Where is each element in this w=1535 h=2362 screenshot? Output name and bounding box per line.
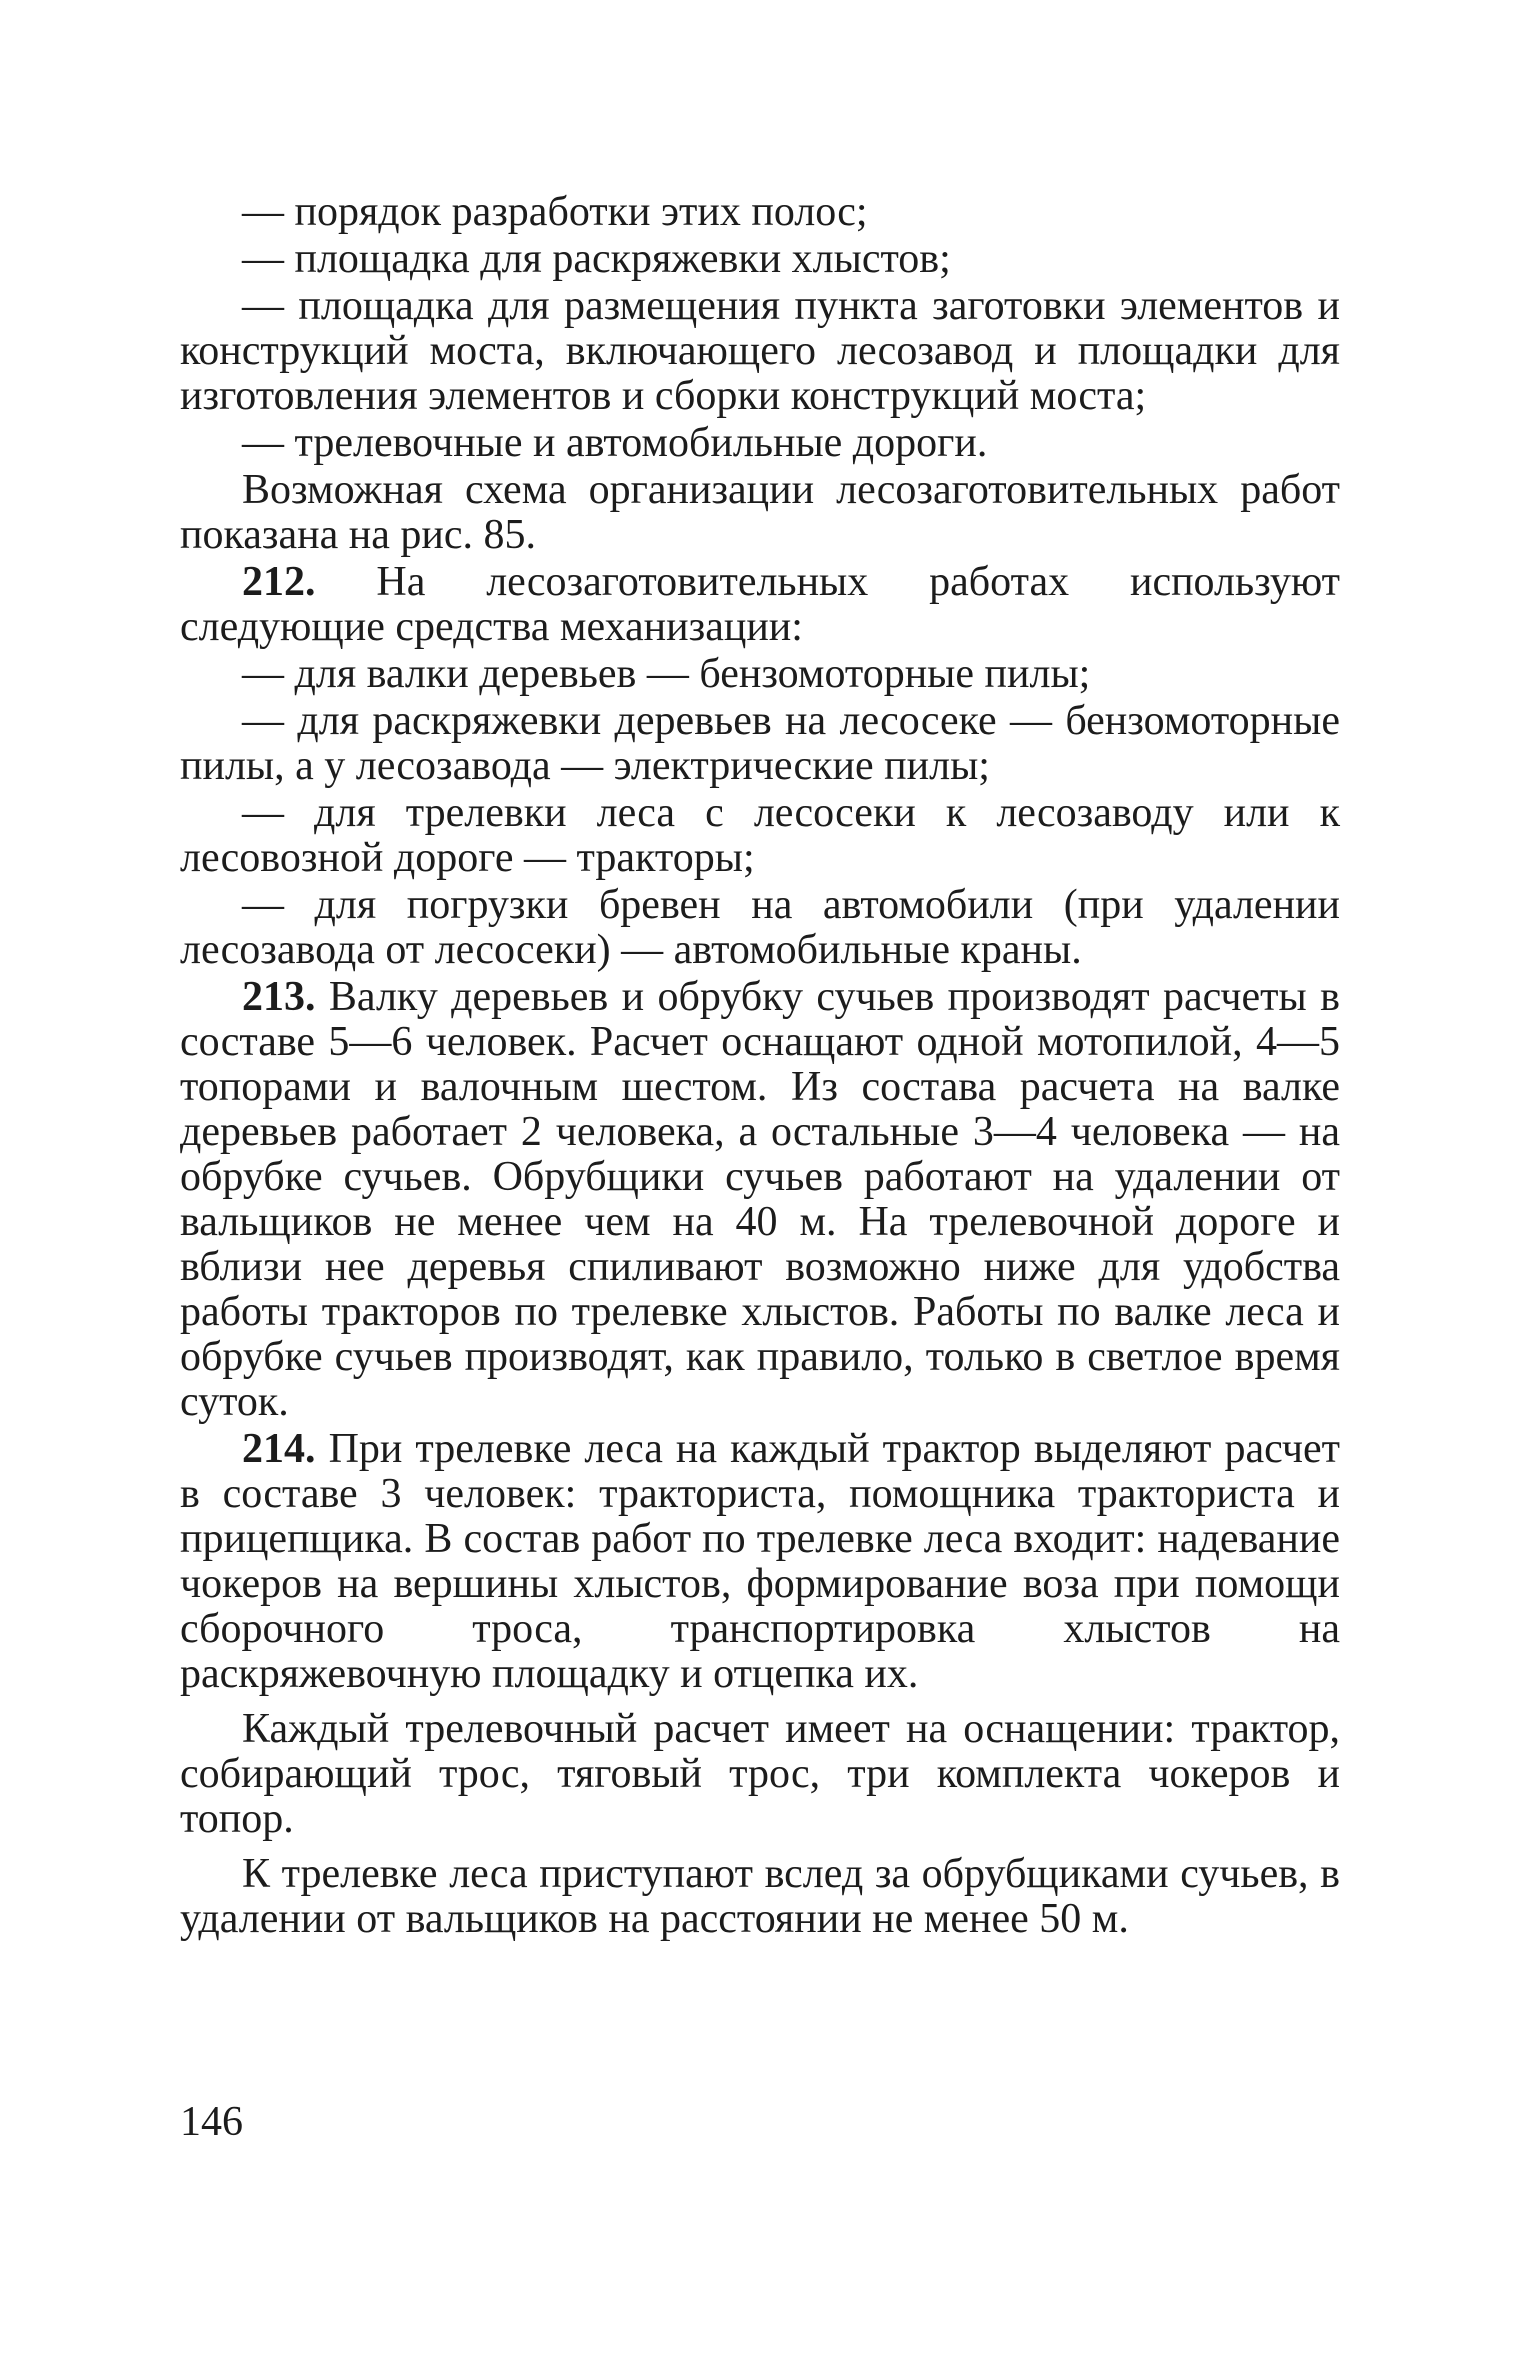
section-number: 213. [242,974,316,1020]
paragraph [180,468,1340,558]
paragraph-text: К трелевке леса приступают вслед за обрубщиками сучьев, в удалении от вальщиков на расстоянии не менее 50 м. [180,1851,1340,1942]
paragraph-text: При трелевке леса на каждый трактор выделяют расчет в составе 3 человек: тракториста, помощника тракториста и прицепщика. В состав работ по трелевке леса входит: надевание чокеров на вершины хлыстов, формирование воза при помощи сборочного троса, транспортировка хлыстов на раскряжевочную площадку и отцепка их. [180,1426,1341,1697]
section-number: 212. [242,559,316,605]
paragraph-text: — для погрузки бревен на автомобили (при удалении лесозавода от лесосеки) — автомобильные краны. [180,882,1340,973]
paragraph [180,237,1340,282]
paragraph [180,284,1340,419]
paragraph-text: — площадка для размещения пункта заготовки элементов и конструкций моста, включающего лесозавод и площадки для изготовления элементов и сборки конструкций моста; [180,283,1340,419]
paragraph [180,1427,1340,1697]
paragraph-text: Валку деревьев и обрубку сучьев производят расчеты в составе 5—6 человек. Расчет оснащают одной мотопилой, 4—5 топорами и валочным шестом. Из состава расчета на валке деревьев работает 2 человека, а остальные 3—4 человека — на обрубке сучьев. Обрубщики сучьев работают на удалении от вальщиков не менее чем на 40 м. На трелевочной дороге и вблизи нее деревья спиливают возможно ниже для удобства работы тракторов по трелевке хлыстов. Работы по валке леса и обрубке сучьев производят, как правило, только в светлое время суток. [180,974,1340,1425]
paragraph [180,190,1340,235]
paragraph-text: — для раскряжевки деревьев на лесосеке — бензомоторные пилы, а у лесозавода — электрические пилы; [180,698,1340,789]
paragraph-text: — для трелевки леса с лесосеки к лесозаводу или к лесовозной дороге — тракторы; [180,790,1340,881]
paragraph [180,791,1340,881]
paragraph [180,560,1340,650]
paragraph-text: На лесозаготовительных работах используют следующие средства механизации: [180,559,1341,650]
paragraph [180,1852,1340,1942]
paragraph [180,1707,1340,1842]
paragraph-text: — порядок разработки этих полос; [242,189,868,235]
paragraph-text: — площадка для раскряжевки хлыстов; [242,236,951,282]
paragraph [180,421,1340,466]
paragraph [180,975,1340,1425]
paragraph-text: Каждый трелевочный расчет имеет на оснащении: трактор, собирающий трос, тяговый трос, три комплекта чокеров и топор. [180,1706,1340,1842]
paragraph [180,652,1340,697]
paragraph-text: — трелевочные и автомобильные дороги. [242,420,988,466]
page-text [180,190,1340,1944]
paragraph-text: — для валки деревьев — бензомоторные пилы; [242,651,1091,697]
page-number: 146 [180,2099,243,2145]
paragraph [180,883,1340,973]
paragraph [180,699,1340,789]
paragraph-text: Возможная схема организации лесозаготовительных работ показана на рис. 85. [180,467,1340,558]
section-number: 214. [242,1426,316,1472]
